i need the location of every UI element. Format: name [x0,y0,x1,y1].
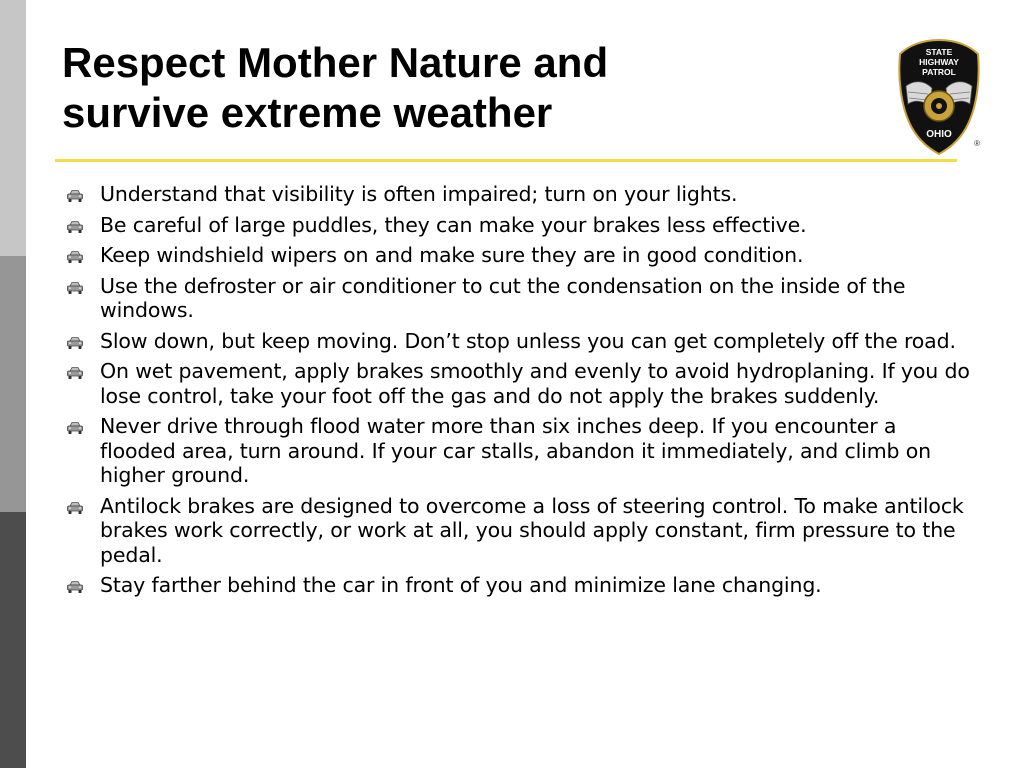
bullet-text: Stay farther behind the car in front of you and minimize lane changing. [100,573,822,597]
side-bar-segment-light [0,0,26,256]
badge-text-highway: HIGHWAY [919,57,959,67]
slide-title [62,38,862,138]
car-icon [66,580,84,594]
bullet-text: Slow down, but keep moving. Don’t stop unless you can get completely off the road. [100,328,956,353]
badge-text-ohio: OHIO [926,129,952,140]
title-divider [55,159,957,162]
side-bar-segment-medium [0,256,26,512]
bullet-text: Antilock brakes are designed to overcome a loss of steering control. To make antilock brakes work correctly, or work at all, you should apply constant, firm pressure to the pedal. [100,493,964,567]
bullet-list [66,182,971,604]
car-icon [66,189,84,203]
car-icon [66,220,84,234]
car-icon [66,281,84,295]
bullet-item [66,494,971,568]
car-icon [66,421,84,435]
bullet-text: Never drive through flood water more than six inches deep. If you encounter a flooded area, turn around. If your car stalls, abandon it immediately, and climb on higher ground. [100,414,931,487]
ohio-state-highway-patrol-badge-icon [894,36,984,156]
bullet-text: Keep windshield wipers on and make sure they are in good condition. [100,243,804,267]
registered-mark: ® [974,139,980,148]
bullet-item [66,274,971,323]
bullet-item [66,573,971,598]
bullet-item [66,329,971,354]
bullet-text: On wet pavement, apply brakes smoothly and evenly to avoid hydroplaning. If you do lose control, take your foot off the gas and do not apply the brakes suddenly. [100,359,970,408]
bullet-item [66,182,971,207]
bullet-item [66,243,971,268]
bullet-text: Be careful of large puddles, they can make your brakes less effective. [100,212,807,237]
side-color-bar [0,0,26,768]
badge-text-state: STATE [925,47,953,57]
bullet-item [66,414,971,488]
side-bar-segment-dark [0,512,26,768]
car-icon [66,366,84,380]
bullet-text: Understand that visibility is often impaired; turn on your lights. [100,182,738,206]
badge-text-patrol: PATROL [922,67,956,77]
car-icon [66,336,84,350]
car-icon [66,501,84,515]
bullet-text: Use the defroster or air conditioner to cut the condensation on the inside of the windows. [100,273,906,322]
bullet-item [66,359,971,408]
title-line-2: survive extreme weather [62,89,553,136]
bullet-item [66,213,971,238]
car-icon [66,250,84,264]
title-line-1: Respect Mother Nature and [62,39,609,86]
